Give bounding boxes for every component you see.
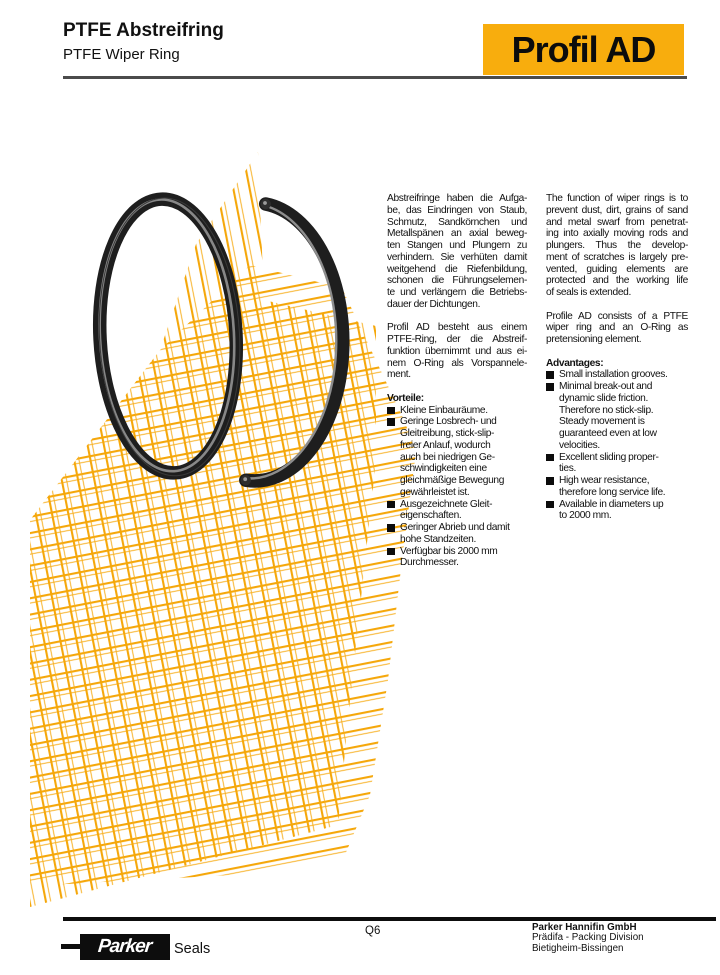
company-address-block <box>532 923 644 954</box>
english-paragraph-1: The function of wiper rings is to prevent dust, dirt, grains of sand and metal swarf from penetrat- ing into axially moving rods and plungers. Thus the develop- ment of scratches is largely pre- vented, guiding elements are protected and the working life of seals is extended. <box>546 193 688 298</box>
english-advantages-heading: Advantages: <box>546 357 604 369</box>
company-division: Prädifa - Packing Division <box>532 932 644 944</box>
parker-logo <box>80 934 170 960</box>
company-name: Parker Hannifin GmbH <box>532 922 637 933</box>
list-item: Available in diameters up to 2000 mm. <box>546 499 688 523</box>
german-paragraph-1: Abstreifringe haben die Aufga- be, das Eindringen von Staub, Schmutz, Sandkörnchen und Metallspänen an axial beweg- ten Stangen und Plungern zu verhindern. Sie verhüten damit weitgehend die Riefenbildung, schonen die Führungselemen- te und verlängern die Betriebs- dauer der Dichtungen. <box>387 193 527 310</box>
parker-logo-text: Parker <box>97 936 153 957</box>
german-paragraph-2: Profil AD besteht aus einem PTFE-Ring, der die Abstreif- funktion übernimmt und aus ei- nem O-Ring als Vorspannele- ment. <box>387 322 527 381</box>
list-item: Geringer Abrieb und damit hohe Standzeiten. <box>387 522 527 546</box>
list-item: Kleine Einbauräume. <box>387 405 527 417</box>
list-item: Verfügbar bis 2000 mm Durchmesser. <box>387 546 527 570</box>
list-item: Excellent sliding proper- ties. <box>546 452 688 476</box>
company-city: Bietigheim-Bissingen <box>532 942 624 954</box>
german-advantages-heading: Vorteile: <box>387 392 424 404</box>
list-item: Geringe Losbrech- und Gleitreibung, stick-slip- freier Anlauf, wodurch auch bei niedrigen Ge- schwindigkeiten eine gleichmäßige Bewegung gewährleistet ist. <box>387 416 527 498</box>
page-subtitle: PTFE Wiper Ring <box>63 46 180 63</box>
footer-rule <box>63 917 716 921</box>
german-text-column <box>387 193 527 569</box>
list-item: High wear resistance, therefore long service life. <box>546 475 688 499</box>
english-paragraph-2: Profile AD consists of a PTFE wiper ring and an O-Ring as pretensioning element. <box>546 310 688 345</box>
page-number: Q6 <box>365 925 381 937</box>
list-item: Ausgezeichnete Gleit- eigenschaften. <box>387 499 527 523</box>
list-item: Minimal break-out and dynamic slide friction. Therefore no stick-slip. Steady movement is guaranteed even at low velocities. <box>546 381 688 452</box>
page-title: PTFE Abstreifring <box>63 20 224 41</box>
list-item: Small installation grooves. <box>546 369 688 381</box>
profile-badge-label: Profil AD <box>511 28 656 70</box>
english-text-column <box>546 193 688 522</box>
parker-seals-label: Seals <box>174 941 211 957</box>
